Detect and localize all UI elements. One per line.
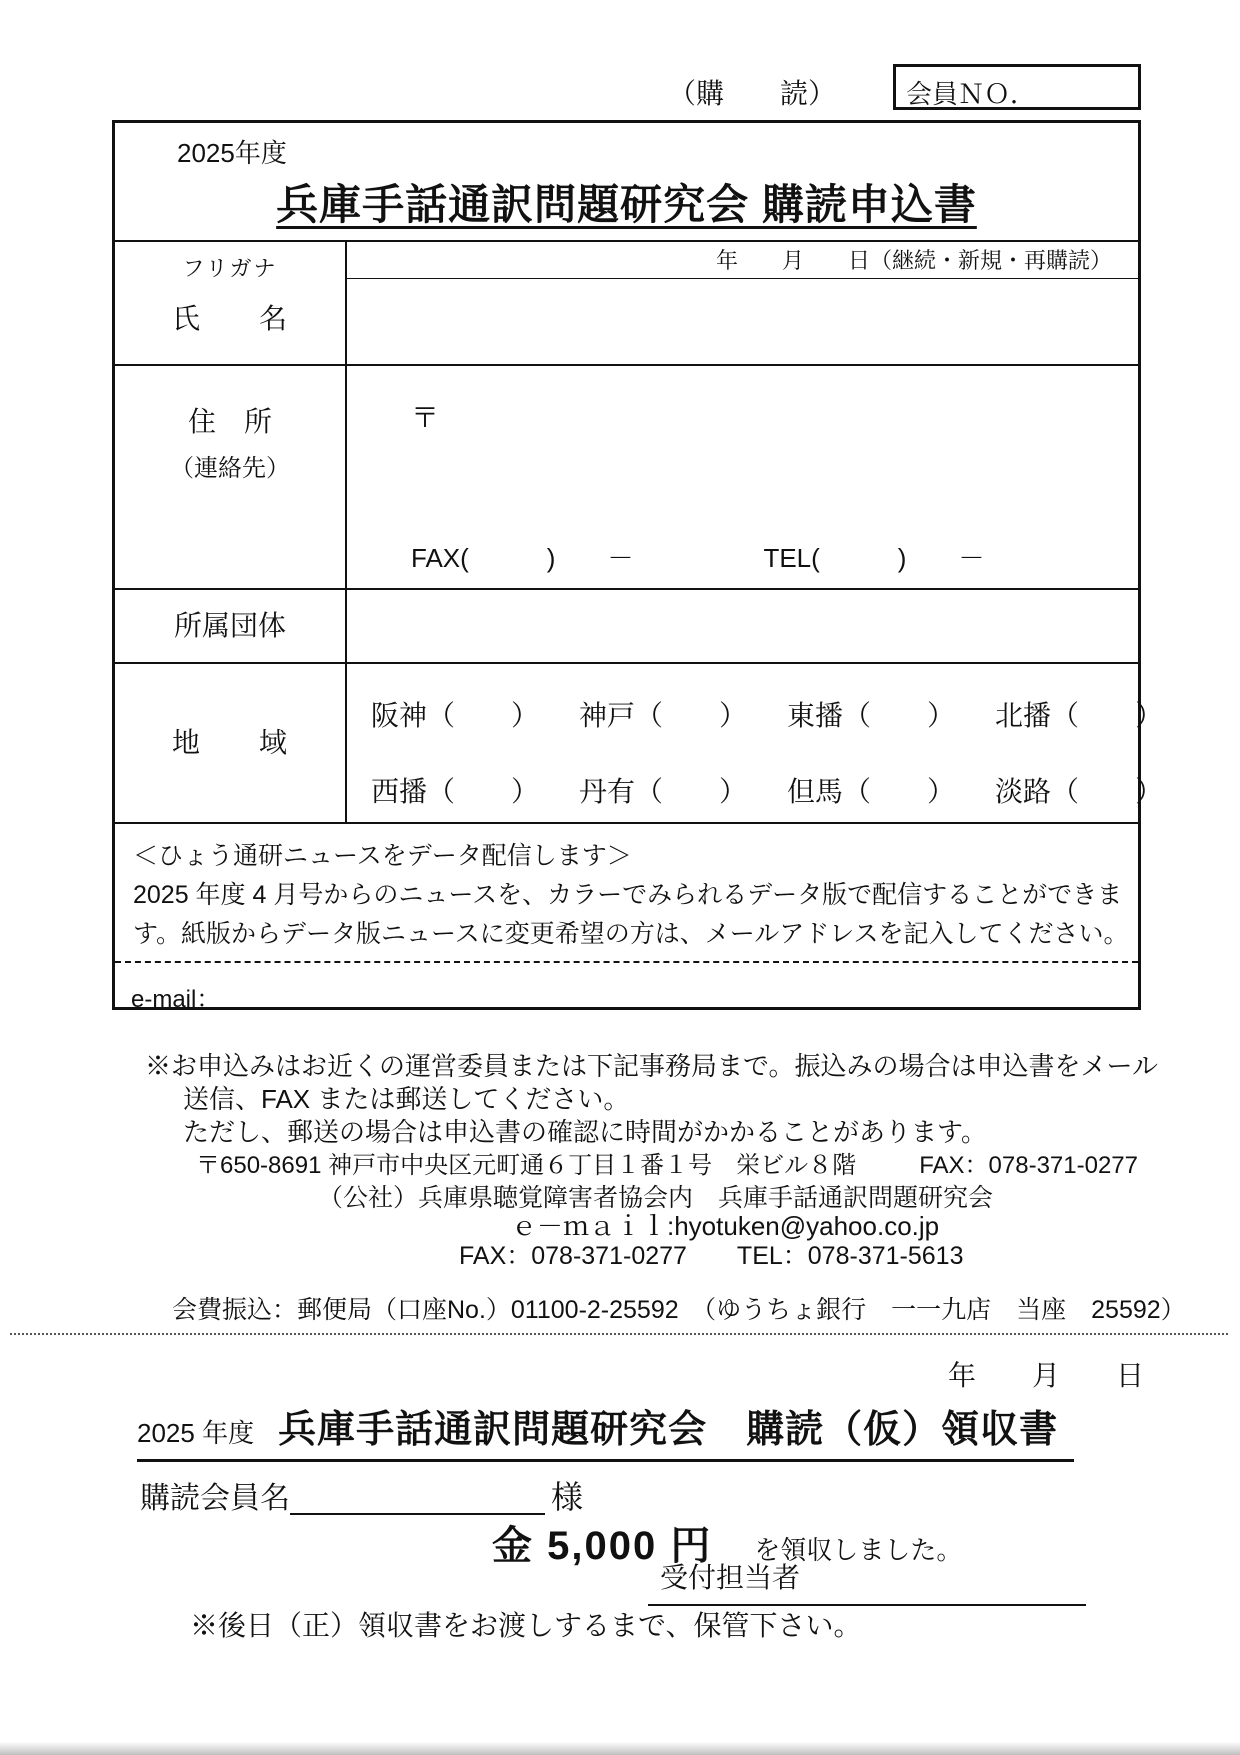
organization-row	[115, 588, 1138, 662]
receipt-fiscal-year: 2025 年度	[137, 1418, 255, 1448]
news-distribution-section	[115, 822, 1138, 1013]
application-form	[112, 120, 1164, 1013]
application-date-line: 年 月 日（継続・新規・再購読）	[715, 248, 1112, 273]
honorific-label: 様	[551, 1479, 584, 1515]
news-body-line-1: 2025 年度 4 月号からのニュースを、カラーでみられるデータ版で配信することができま	[133, 881, 1123, 909]
region-options-line-2	[371, 770, 1163, 810]
organization-input-area	[347, 590, 1138, 662]
member-name-blank	[290, 1495, 545, 1515]
receipt-title-line	[137, 1398, 1074, 1462]
note-line-1: ※お申込みはお近くの運営委員または下記事務局まで。振込みの場合は申込書をメール	[145, 1051, 1158, 1081]
news-body-line-2: す。紙版からデータ版ニュースに変更希望の方は、メールアドレスを記入してください。	[133, 920, 1129, 949]
receipt-date-line: 年 月 日	[948, 1360, 1145, 1391]
name-row	[115, 240, 1138, 364]
dotted-separator	[10, 1333, 1228, 1335]
region-label-cell	[115, 664, 347, 822]
region-option-seiban: 西播（ ）	[371, 776, 540, 807]
address-label-cell	[115, 366, 347, 588]
note-line-2: 送信、FAX または郵送してください。	[183, 1084, 630, 1114]
scan-bottom-edge	[0, 1742, 1240, 1755]
region-option-toban: 東播（ ）	[787, 700, 956, 731]
region-option-awaji: 淡路（ ）	[995, 776, 1164, 807]
region-options-cell	[347, 664, 1164, 822]
doc-type-label: （購 読）	[668, 78, 837, 109]
office-fax: FAX：078-371-0277	[919, 1152, 1138, 1179]
member-no-label: 会員ＮＯ．	[906, 79, 1037, 109]
email-label: e-mail：	[131, 985, 221, 1013]
region-label: 地 域	[171, 727, 288, 758]
address-label: 住 所	[187, 406, 272, 437]
region-option-kobe: 神戸（ ）	[579, 700, 748, 731]
postal-mark: 〒	[411, 402, 440, 433]
office-organization: （公社）兵庫県聴覚障害者協会内 兵庫手話通訳問題研究会	[318, 1184, 994, 1212]
receipt-title: 兵庫手話通訳問題研究会 購読（仮）領収書	[278, 1409, 1059, 1451]
region-options-line-1	[371, 694, 1163, 734]
receipt-member-line	[140, 1472, 583, 1518]
member-no-box	[893, 64, 1141, 110]
organization-label: 所属団体	[173, 610, 286, 641]
fiscal-year-label: 2025年度	[177, 138, 287, 168]
office-fax-tel: FAX：078-371-0277 TEL：078-371-5613	[459, 1242, 964, 1270]
payment-info: 会費振込：郵便局（口座No.）01100-2-25592 （ゆうちょ銀行 一一九店 当座 25592）	[172, 1296, 1186, 1324]
office-address-row	[196, 1145, 1138, 1180]
member-name-label: 購読会員名	[140, 1482, 290, 1515]
region-option-tanyu: 丹有（ ）	[579, 776, 748, 807]
organization-label-cell	[115, 590, 347, 662]
keep-note: ※後日（正）領収書をお渡しするまで、保管下さい。	[190, 1610, 862, 1641]
fax-tel-line: FAX( ) － TEL( ) －	[411, 543, 985, 573]
address-sublabel: （連絡先）	[170, 455, 290, 482]
region-row	[115, 662, 1164, 822]
received-text: を領収しました。	[754, 1535, 963, 1565]
news-heading: ＜ひょう通研ニュースをデータ配信します＞	[133, 842, 632, 870]
region-option-hokuban: 北播（ ）	[995, 700, 1164, 731]
name-label: 氏 名	[171, 303, 288, 334]
region-option-tajima: 但馬（ ）	[787, 776, 956, 807]
note-line-3: ただし、郵送の場合は申込書の確認に時間がかかることがあります。	[183, 1117, 987, 1147]
form-title: 兵庫手話通訳問題研究会 購読申込書	[276, 181, 977, 228]
office-address: 〒650-8691 神戸市中央区元町通６丁目１番１号 栄ビル８階	[196, 1152, 857, 1179]
staff-label: 受付担当者	[660, 1562, 801, 1593]
dashed-divider	[115, 961, 1138, 963]
amount-label: 金 5,000 円	[492, 1524, 713, 1568]
office-email: ｅ－ｍａｉｌ:hyotuken@yahoo.co.jp	[511, 1211, 940, 1241]
name-label-cell	[115, 242, 347, 364]
address-input-area	[347, 366, 1138, 588]
region-option-hanshin: 阪神（ ）	[371, 700, 540, 731]
furigana-input-area	[347, 242, 1138, 279]
address-row	[115, 364, 1138, 588]
staff-signature-line	[648, 1556, 1086, 1606]
furigana-label: フリガナ	[182, 256, 278, 281]
name-value-cell	[347, 242, 1138, 364]
